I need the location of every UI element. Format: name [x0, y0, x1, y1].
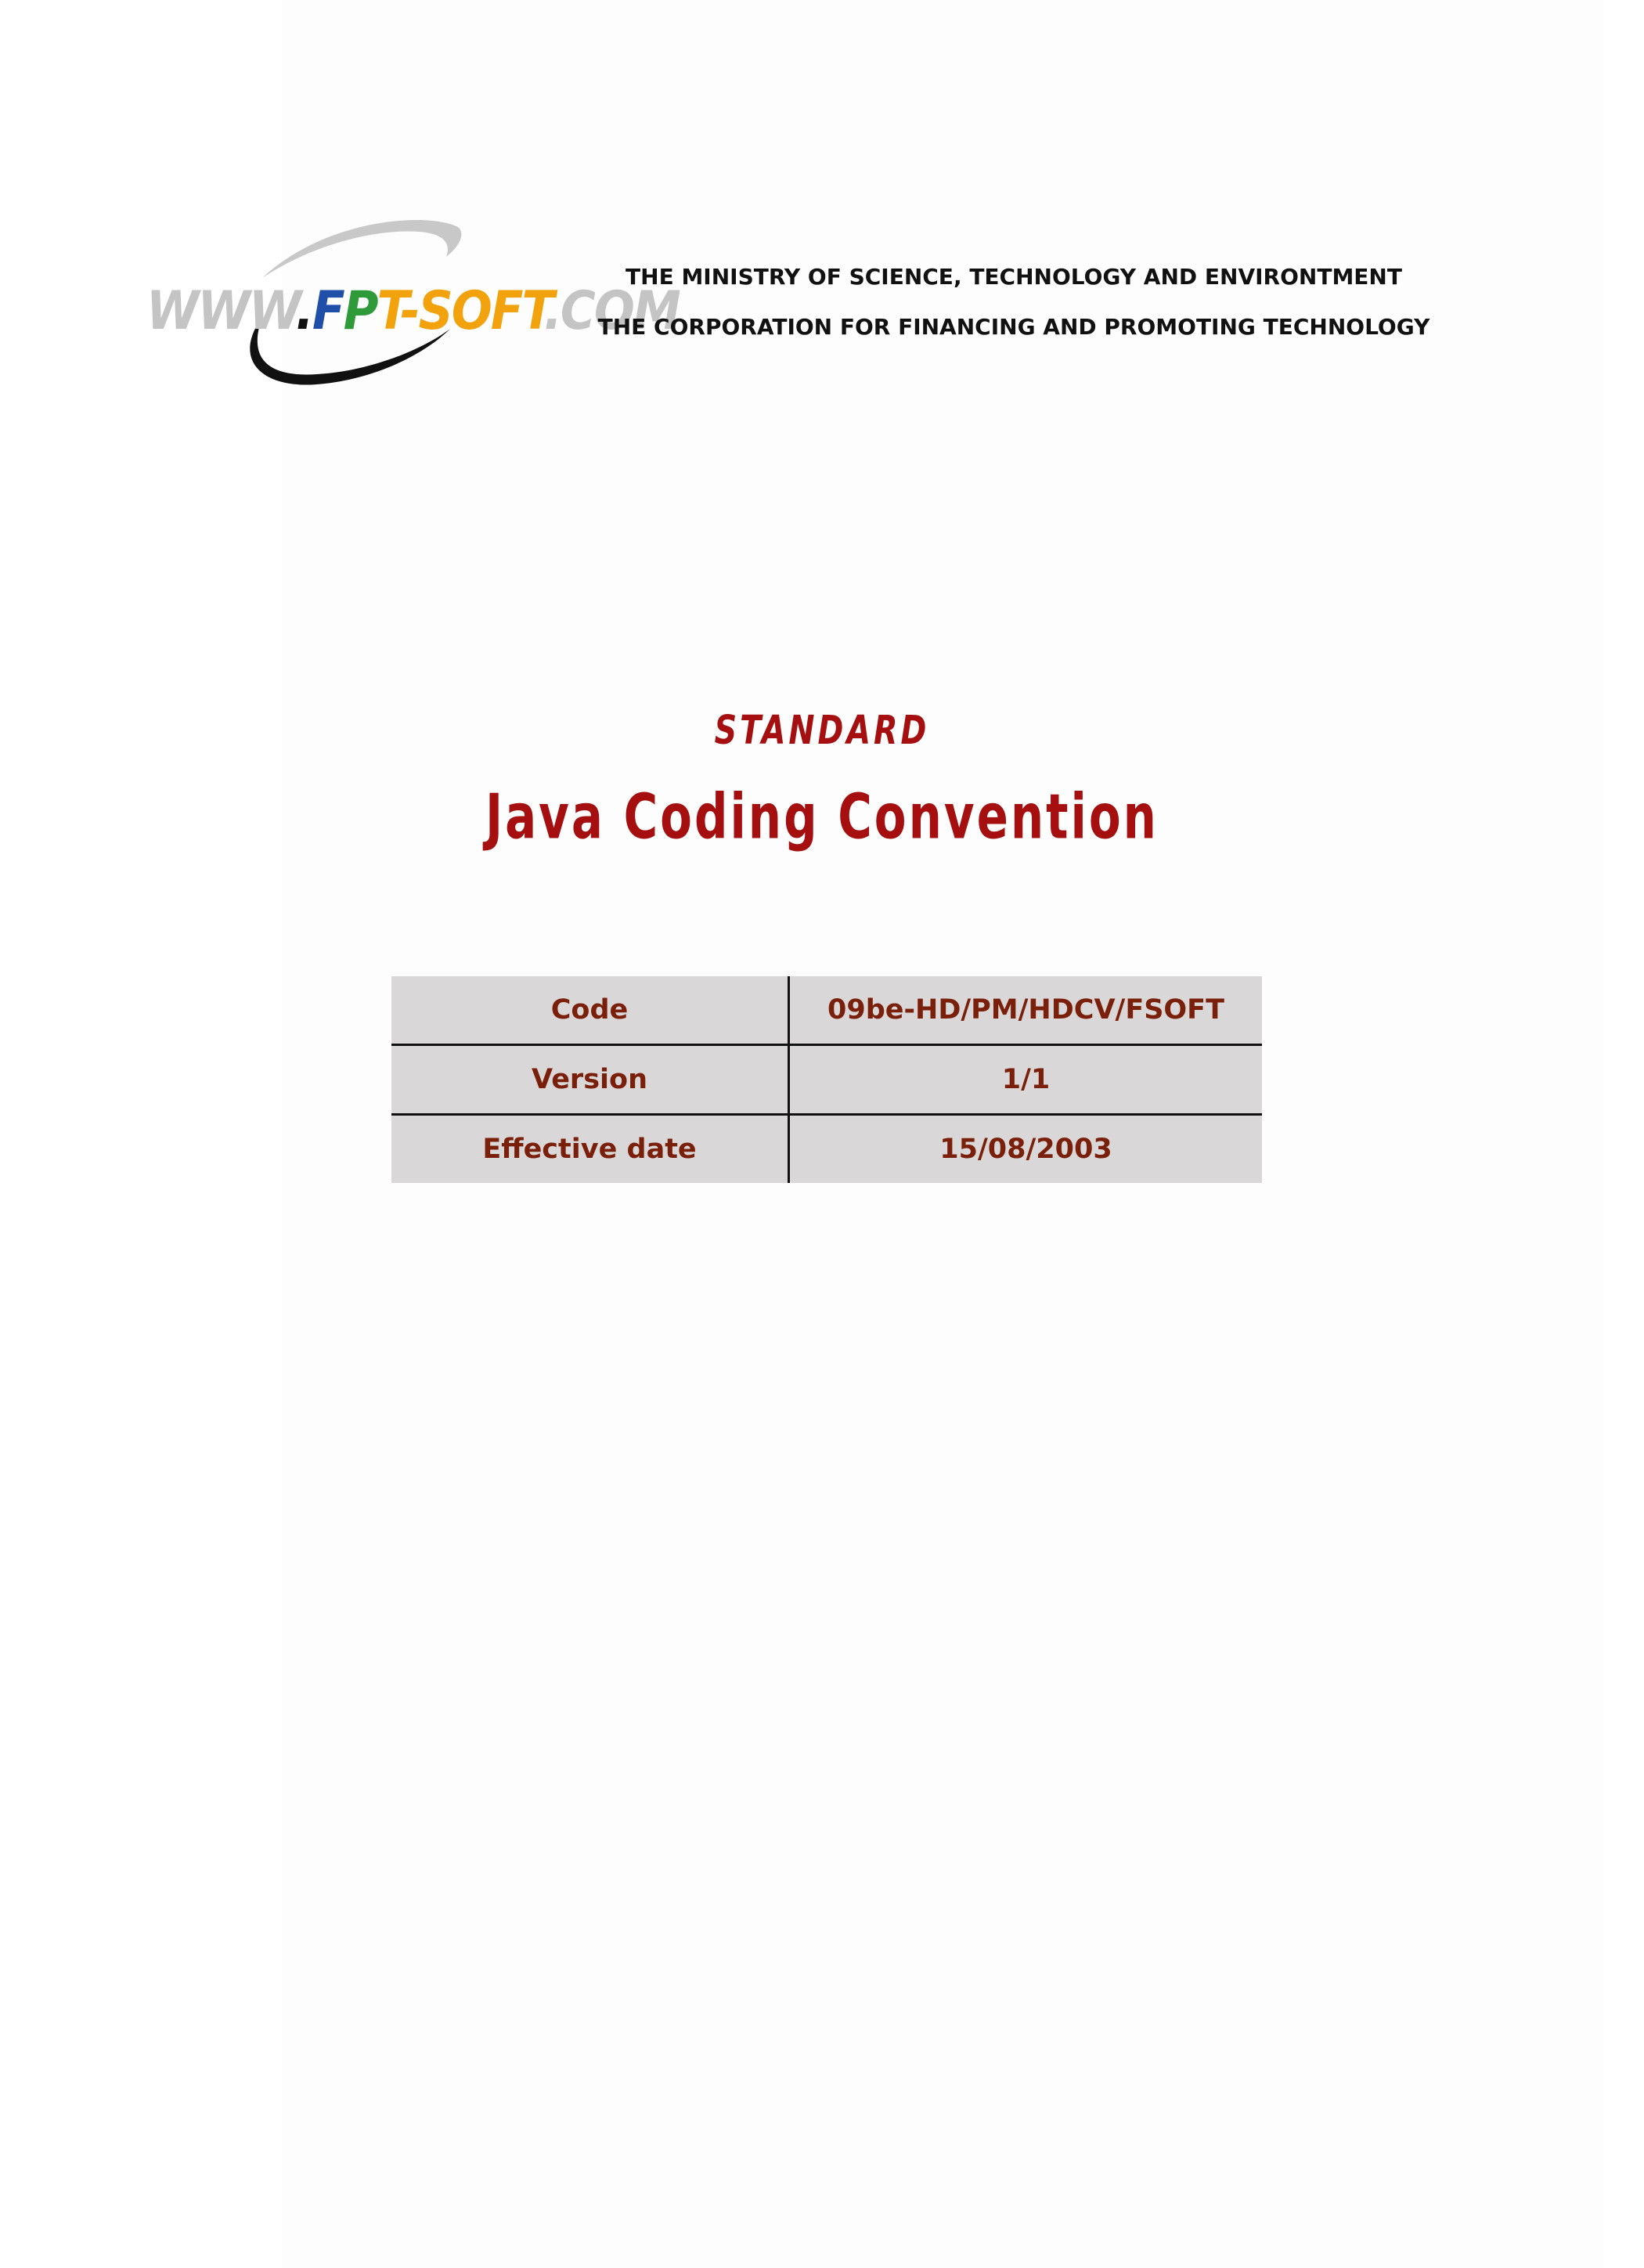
table-row: [391, 1115, 1262, 1184]
document-type: STANDARD: [714, 708, 930, 754]
table-row: [391, 1045, 1262, 1115]
svg-text:WWW.FPT-SOFT.COM: WWW.FPT-SOFT.COM: [146, 280, 680, 342]
effective-date-value: 15/08/2003: [789, 1115, 1263, 1184]
table-row: [391, 976, 1262, 1045]
version-label: Version: [391, 1045, 789, 1115]
version-value: 1/1: [789, 1045, 1263, 1115]
code-value: 09be-HD/PM/HDCV/FSOFT: [827, 994, 1224, 1026]
corporation-line: THE CORPORATION FOR FINANCING AND PROMOTING TECHNOLOGY: [597, 314, 1430, 340]
document-title: Java Coding Convention: [485, 781, 1159, 853]
document-info-table: [391, 976, 1262, 1183]
code-label: Code: [391, 976, 789, 1045]
ministry-line: THE MINISTRY OF SCIENCE, TECHNOLOGY AND ENVIRONTMENT: [626, 264, 1402, 290]
effective-date-label: Effective date: [391, 1115, 789, 1184]
organization-header: [548, 252, 1480, 352]
fpt-soft-logo: [145, 211, 680, 391]
